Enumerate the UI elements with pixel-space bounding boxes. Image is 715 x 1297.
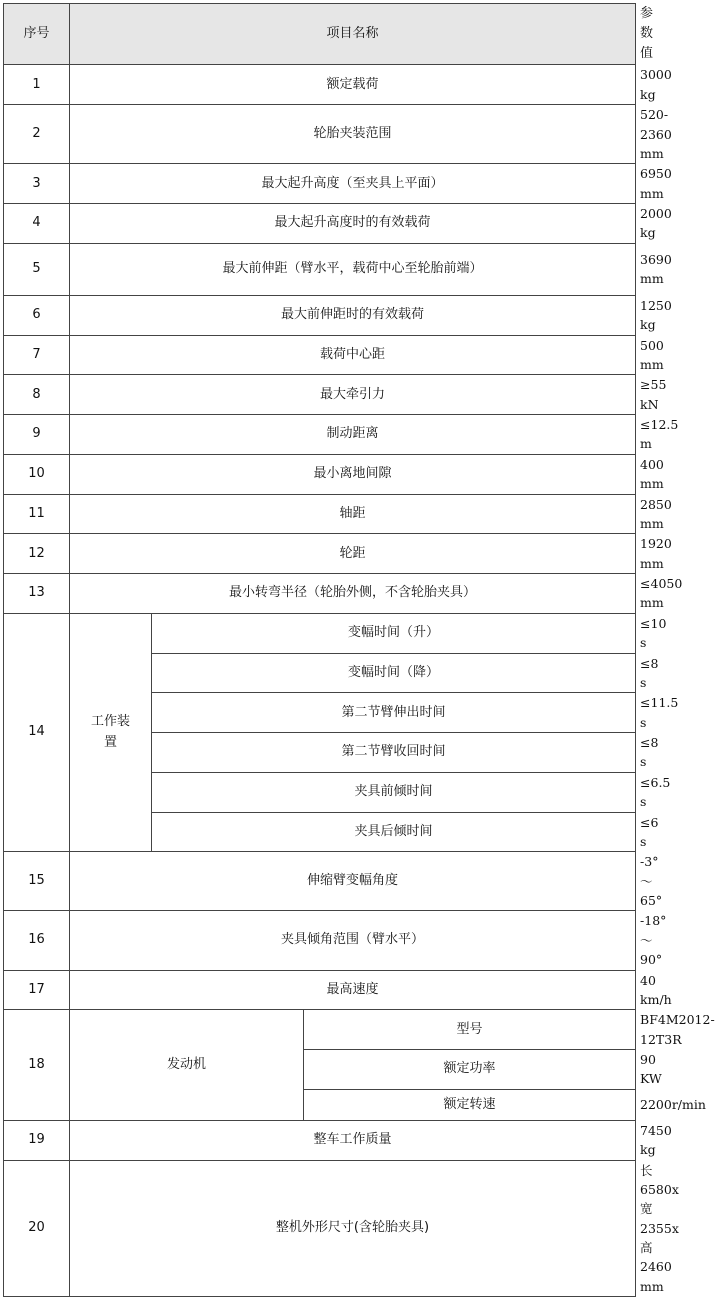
row-item: 制动距离 xyxy=(70,415,636,455)
table-row: 4 最大起升高度时的有效载荷 2000 kg xyxy=(4,204,636,244)
table-row: 1 额定载荷 3000 kg xyxy=(4,65,636,105)
table-row: 额定转速 2200r/min xyxy=(4,1089,636,1120)
row-no: 20 xyxy=(4,1160,70,1297)
sub-item: 第二节臂伸出时间 xyxy=(152,693,636,733)
table-row: 额定功率 90 KW xyxy=(4,1050,636,1090)
spec-table xyxy=(3,3,715,1297)
row-no: 11 xyxy=(4,494,70,534)
row-no: 15 xyxy=(4,852,70,911)
row-item: 最大前伸距时的有效载荷 xyxy=(70,295,636,335)
row-item: 夹具倾角范围（臂水平） xyxy=(70,911,636,970)
row-no: 13 xyxy=(4,574,70,614)
group-label-work: 工作装置 xyxy=(70,613,152,852)
table-row: 14 工作装置 变幅时间（升） ≤10 s xyxy=(4,613,636,653)
row-no: 5 xyxy=(4,243,70,295)
sub-item: 第二节臂收回时间 xyxy=(152,733,636,773)
table-row: 11 轴距 2850 mm xyxy=(4,494,636,534)
table-row: 16 夹具倾角范围（臂水平） -18°～90° xyxy=(4,911,636,970)
table-row: 15 伸缩臂变幅角度 -3°～65° xyxy=(4,852,636,911)
header-item: 项目名称 xyxy=(70,4,636,65)
row-no: 16 xyxy=(4,911,70,970)
row-no: 9 xyxy=(4,415,70,455)
row-item: 轴距 xyxy=(70,494,636,534)
table-row: 第二节臂伸出时间 ≤11.5 s xyxy=(4,693,636,733)
table-row: 8 最大牵引力 ≥55 kN xyxy=(4,375,636,415)
row-item: 最大牵引力 xyxy=(70,375,636,415)
row-no: 18 xyxy=(4,1010,70,1121)
table-row: 3 最大起升高度（至夹具上平面） 6950 mm xyxy=(4,164,636,204)
header-row: 序号 项目名称 参数值 xyxy=(4,4,636,65)
row-no: 7 xyxy=(4,335,70,375)
row-no: 10 xyxy=(4,454,70,494)
sub-item: 额定功率 xyxy=(304,1050,636,1090)
row-item: 整机外形尺寸(含轮胎夹具) xyxy=(70,1160,636,1297)
row-no: 3 xyxy=(4,164,70,204)
table-row: 夹具后倾时间 ≤6 s xyxy=(4,812,636,852)
table-row: 第二节臂收回时间 ≤8 s xyxy=(4,733,636,773)
row-item: 轮胎夹装范围 xyxy=(70,105,636,164)
table-row: 12 轮距 1920 mm xyxy=(4,534,636,574)
table-row: 19 整车工作质量 7450 kg xyxy=(4,1120,636,1160)
row-item: 最小转弯半径（轮胎外侧，不含轮胎夹具） xyxy=(70,574,636,614)
table-row: 6 最大前伸距时的有效载荷 1250 kg xyxy=(4,295,636,335)
table-row: 夹具前倾时间 ≤6.5 s xyxy=(4,772,636,812)
sub-item: 变幅时间（升） xyxy=(152,613,636,653)
row-item: 最大前伸距（臂水平，载荷中心至轮胎前端） xyxy=(70,243,636,295)
sub-item: 变幅时间（降） xyxy=(152,653,636,693)
row-item: 最大起升高度时的有效载荷 xyxy=(70,204,636,244)
table-row: 17 最高速度 40 km/h xyxy=(4,970,636,1010)
row-item: 轮距 xyxy=(70,534,636,574)
table-row: 9 制动距离 ≤12.5 m xyxy=(4,415,636,455)
sub-item: 额定转速 xyxy=(304,1089,636,1120)
row-no: 4 xyxy=(4,204,70,244)
table-row: 7 载荷中心距 500 mm xyxy=(4,335,636,375)
row-no: 12 xyxy=(4,534,70,574)
row-item: 最大起升高度（至夹具上平面） xyxy=(70,164,636,204)
row-item: 额定载荷 xyxy=(70,65,636,105)
row-no: 1 xyxy=(4,65,70,105)
row-item: 最高速度 xyxy=(70,970,636,1010)
table-row: 18 发动机 型号 BF4M2012-12T3R xyxy=(4,1010,636,1050)
table-row: 20 整机外形尺寸(含轮胎夹具) 长6580x宽2355x高2460 mm xyxy=(4,1160,636,1297)
row-no: 6 xyxy=(4,295,70,335)
row-no: 2 xyxy=(4,105,70,164)
table-row: 10 最小离地间隙 400 mm xyxy=(4,454,636,494)
row-no: 19 xyxy=(4,1120,70,1160)
table-row: 13 最小转弯半径（轮胎外侧，不含轮胎夹具） ≤4050 mm xyxy=(4,574,636,614)
row-no: 8 xyxy=(4,375,70,415)
sub-item: 型号 xyxy=(304,1010,636,1050)
sub-item: 夹具前倾时间 xyxy=(152,772,636,812)
table-row: 2 轮胎夹装范围 520-2360 mm xyxy=(4,105,636,164)
row-item: 伸缩臂变幅角度 xyxy=(70,852,636,911)
row-item: 整车工作质量 xyxy=(70,1120,636,1160)
sub-item: 夹具后倾时间 xyxy=(152,812,636,852)
header-no: 序号 xyxy=(4,4,70,65)
table-row: 5 最大前伸距（臂水平，载荷中心至轮胎前端） 3690 mm xyxy=(4,243,636,295)
table-row: 变幅时间（降） ≤8 s xyxy=(4,653,636,693)
row-no: 17 xyxy=(4,970,70,1010)
row-item: 最小离地间隙 xyxy=(70,454,636,494)
row-no: 14 xyxy=(4,613,70,852)
group-label-engine: 发动机 xyxy=(70,1010,304,1121)
row-item: 载荷中心距 xyxy=(70,335,636,375)
